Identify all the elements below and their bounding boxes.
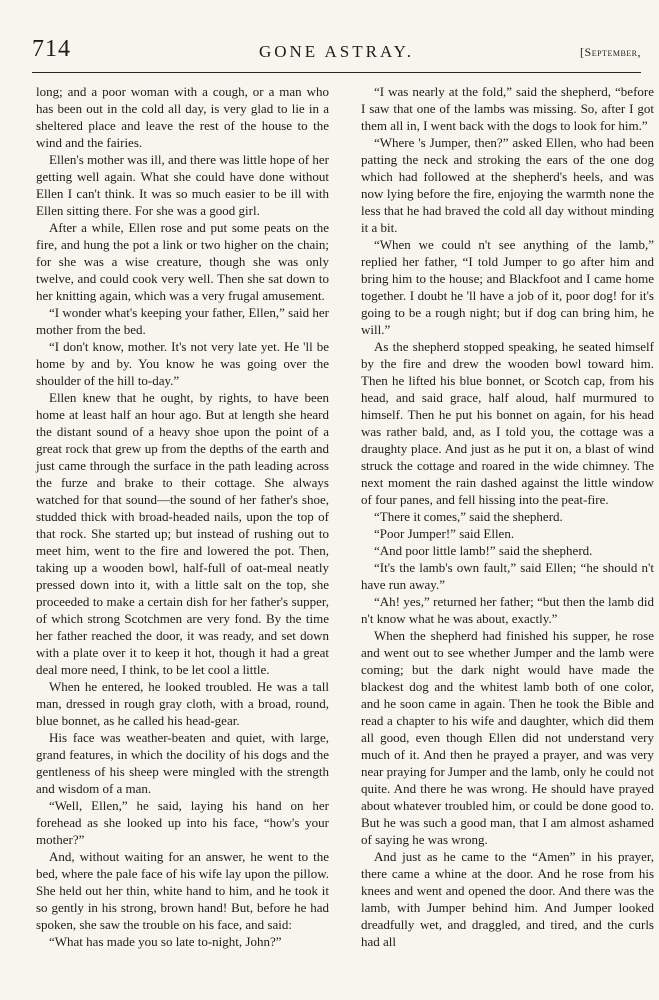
paragraph: “I wonder what's keeping your father, Ellen,” said her mother from the bed. [36, 305, 329, 337]
paragraph: “It's the lamb's own fault,” said Ellen; “he should n't have run away.” [361, 560, 654, 592]
page-header [32, 36, 641, 70]
right-column [361, 83, 654, 950]
paragraph: “When we could n't see anything of the lamb,” replied her father, “I told Jumper to go after him and bring him to the house; and Blackfoot and I came home together. I doubt he 'll have a job of it, poor dog! for it's going to be a rough night; but if dog can bring him, he will.” [361, 237, 654, 337]
paragraph: As the shepherd stopped speaking, he seated himself by the fire and drew the wooden bowl toward him. Then he lifted his blue bonnet, or Scotch cap, from his head, and said grace, half aloud, half murmured to himself. Then he put his bonnet on again, for his head was rather bald, and, as I told you, the cottage was a draughty place. And just as he put it on, a blast of wind struck the cottage and roared in the wide chimney. The next moment the rain dashed against the little window of four panes, and fell hissing into the peat-fire. [361, 339, 654, 507]
paragraph: “I don't know, mother. It's not very late yet. He 'll be home by and by. You know he was going over the shoulder of the hill to-day.” [36, 339, 329, 388]
paragraph: And, without waiting for an answer, he went to the bed, where the pale face of his wife lay upon the pillow. She held out her thin, white hand to him, and he took it so gently in his strong, brown hand! But, before he had spoken, she saw the trouble on his face, and said: [36, 849, 329, 932]
running-title: GONE ASTRAY. [258, 42, 415, 61]
paragraph: His face was weather-beaten and quiet, with large, grand features, in which the docility of his dogs and the gentleness of his sheep were mingled with the strength and wisdom of a man. [36, 730, 329, 796]
paragraph: “And poor little lamb!” said the shepherd. [374, 543, 593, 558]
paragraph: And just as he came to the “Amen” in his prayer, there came a whine at the door. And he rose from his knees and went and opened the door. And there was the lamb, with Jumper behind him. And Jumper looked dreadfully wet, and draggled, and tired, and the curls had all [361, 849, 654, 949]
page-number: 714 [32, 36, 71, 62]
paragraph: Ellen's mother was ill, and there was little hope of her getting well again. What she could have done without Ellen I can't think. It was so much easier to be ill with Ellen sitting there. For she was a good girl. [36, 152, 329, 218]
paragraph: After a while, Ellen rose and put some peats on the fire, and hung the pot a link or two higher on the chain; for she was a wise creature, though she was only twelve, and could cook very well. Then she sat down to her knitting again, which was a very frugal amusement. [36, 220, 329, 303]
left-column [36, 83, 329, 950]
paragraph: “Where 's Jumper, then?” asked Ellen, who had been patting the neck and stroking the ears of the one dog which had followed at the shepherd's heels, and was now lying before the fire, enjoying the warmth none the less that he had braved the cold all day without minding it a bit. [361, 135, 654, 235]
paragraph: long; and a poor woman with a cough, or a man who has been out in the cold all day, is very glad to lie in a sheltered place and leave the rest of the house to the wind and the fairies. [36, 84, 329, 150]
paragraph: Ellen knew that he ought, by rights, to have been home at least half an hour ago. But at length she heard the distant sound of a heavy shoe upon the point of a great rock that grew up from the depths of the earth and just came through the surface in the path leading across the furze and brake to their cottage. She always watched for that sound—the sound of her father's shoe, studded thick with broad-headed nails, upon the top of that rock. She started up; but instead of rushing out to meet him, went to the fire and lowered the pot. Then, taking up a wooden bowl, half-full of oat-meal neatly pressed down into it, with a little salt on the top, she proceeded to make a certain dish for her father's supper, of which strong Scotchmen are very fond. By the time her father reached the door, it was ready, and set down with a plate over it to keep it hot, though it had a great deal more need, I think, to be let cool a little. [36, 390, 329, 677]
issue-month: [September, [580, 45, 641, 59]
header-rule [32, 72, 641, 73]
paragraph: When he entered, he looked troubled. He was a tall man, dressed in rough gray cloth, with a broad, round, blue bonnet, as he called his head-gear. [36, 679, 329, 728]
paragraph: “There it comes,” said the shepherd. [374, 509, 563, 524]
paragraph: “I was nearly at the fold,” said the shepherd, “before I saw that one of the lambs was missing. So, after I got them all in, I went back with the dogs to look for him.” [361, 84, 654, 133]
paragraph: “Poor Jumper!” said Ellen. [374, 526, 515, 541]
paragraph: When the shepherd had finished his supper, he rose and went out to see whether Jumper and the lamb were coming; but the dark night would have made the blackest dog and the whitest lamb both of one color, and he soon came in again. Then he took the Bible and read a chapter to his wife and daughter, which did them all good, even though Ellen did not understand very much of it. And then he prayed a prayer, and was very near praying for Jumper and the lamb, only he could not quite. And there he was wrong. He should have prayed about whatever troubled him, or could be done good to. But he was such a good man, that I am almost ashamed of saying he was wrong. [361, 628, 654, 847]
paragraph: “Ah! yes,” returned her father; “but then the lamb did n't know what he was about, exactly.” [361, 594, 654, 626]
paragraph: “Well, Ellen,” he said, laying his hand on her forehead as she looked up into his face, “how's your mother?” [36, 798, 329, 847]
paragraph: “What has made you so late to-night, John?” [49, 934, 282, 949]
